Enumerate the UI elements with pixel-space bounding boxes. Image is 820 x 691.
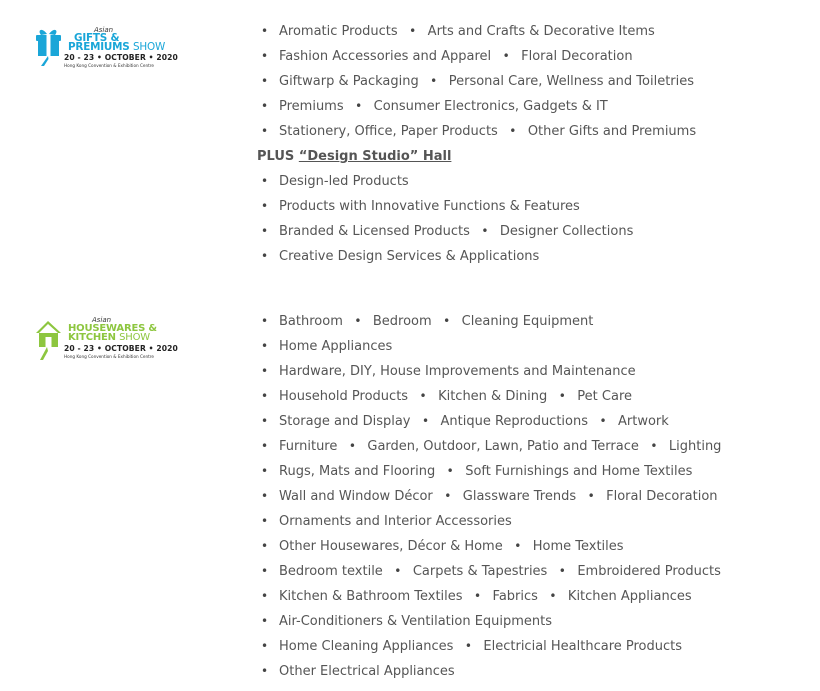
bullet-separator-icon: • [509,124,517,138]
logo-title-line2 [68,333,150,343]
category-row [257,69,797,94]
bullet-icon: • [261,614,269,628]
logo-title-bold: PREMIUMS [68,41,130,53]
category-item: Floral Decoration [521,49,633,64]
bullet-separator-icon: • [430,74,438,88]
category-item: Bathroom [279,314,343,329]
bullet-separator-icon: • [446,464,454,478]
category-item: Air-Conditioners & Ventilation Equipments [279,614,553,629]
category-item: Antique Reproductions [440,414,589,429]
category-row [257,119,797,144]
category-row [257,609,797,634]
logo-title-line1: GIFTS & [74,32,120,44]
bullet-separator-icon: • [558,389,566,403]
category-item: Carpets & Tapestries [412,564,548,579]
category-item: Household Products [279,389,409,404]
category-row [257,584,797,609]
logo-title-thin: SHOW [133,41,166,53]
category-row [257,634,797,659]
bullet-icon: • [261,489,269,503]
category-item: Artwork [618,414,669,429]
bullet-icon: • [261,124,269,138]
category-item: Pet Care [577,389,633,404]
logo-venue: Hong Kong Convention & Exhibition Centre [64,63,155,68]
category-item: Giftwarp & Packaging [279,74,419,89]
bullet-separator-icon: • [549,589,557,603]
category-item: Fashion Accessories and Apparel [279,49,492,64]
bullet-icon: • [261,414,269,428]
bullet-separator-icon: • [473,589,482,603]
category-item: Kitchen & Dining [438,389,548,404]
category-item: Bedroom [372,314,432,329]
category-item: Design-led Products [279,174,409,189]
category-row [257,19,797,44]
category-item: Kitchen Appliances [567,589,692,604]
bullet-icon: • [261,49,269,63]
category-item: Arts and Crafts & Decorative Items [427,24,655,39]
bullet-icon: • [261,74,269,88]
category-item: Wall and Window Décor [279,489,433,504]
category-row [257,334,797,359]
logo-title-thin: SHOW [119,332,150,343]
plus-label: PLUS [257,149,295,164]
gift-box-icon [34,26,64,66]
category-item: Hardware, DIY, House Improvements and Maintenance [279,364,636,379]
category-row [257,44,797,69]
logo-asian-label: Asian [92,316,112,324]
housewares-kitchen-logo [34,316,178,370]
bullet-icon: • [261,249,269,263]
category-item: Fabrics [492,589,538,604]
bullet-icon: • [261,514,269,528]
category-row [257,484,797,509]
category-item: Other Electrical Appliances [279,664,455,679]
bullet-icon: • [261,99,269,113]
category-item: Embroidered Products [577,564,721,579]
category-row [257,219,797,244]
category-item: Rugs, Mats and Flooring [279,464,436,479]
bullet-separator-icon: • [514,539,522,553]
category-item: Home Cleaning Appliances [279,639,454,654]
bullet-separator-icon: • [481,224,489,238]
category-item: Premiums [279,99,344,114]
logo-title-line1: HOUSEWARES & [68,323,157,334]
bullet-separator-icon: • [558,564,566,578]
category-row [257,459,797,484]
category-row [257,194,797,219]
bullet-icon: • [261,464,269,478]
category-item: Consumer Electronics, Gadgets & IT [373,99,608,114]
gifts-premiums-logo [34,26,178,80]
category-item: Other Housewares, Décor & Home [279,539,503,554]
category-item: Furniture [279,439,338,454]
category-row [257,559,797,584]
bullet-separator-icon: • [355,99,363,113]
category-item: Home Textiles [532,539,624,554]
category-row [257,309,797,334]
category-item: Ornaments and Interior Accessories [279,514,512,529]
housewares-category-list [257,309,797,684]
logo-venue: Hong Kong Convention & Exhibition Centre [64,354,155,359]
category-row [257,534,797,559]
bullet-icon: • [261,664,269,678]
bullet-separator-icon: • [348,439,356,453]
category-item: Personal Care, Wellness and Toiletries [448,74,695,89]
bullet-separator-icon: • [587,489,595,503]
bullet-separator-icon: • [354,314,362,328]
category-row [257,169,797,194]
category-row [257,359,797,384]
category-row [257,244,797,269]
bullet-separator-icon: • [444,489,452,503]
category-item: Products with Innovative Functions & Features [279,199,580,214]
bullet-separator-icon: • [443,314,451,328]
category-item: Glassware Trends [462,489,577,504]
category-item: Soft Furnishings and Home Textiles [465,464,693,479]
bullet-icon: • [261,339,269,353]
bullet-icon: • [261,199,269,213]
bullet-icon: • [261,389,269,403]
bullet-separator-icon: • [650,439,658,453]
category-item: Floral Decoration [606,489,718,504]
category-item: Aromatic Products [279,24,398,39]
category-row [257,509,797,534]
category-item: Kitchen & Bathroom Textiles [279,589,463,604]
category-item: Creative Design Services & Applications [279,249,540,264]
category-item: Storage and Display [279,414,411,429]
bullet-separator-icon: • [599,414,607,428]
design-studio-hall-link[interactable]: “Design Studio” Hall [298,149,452,164]
gifts-category-list [257,19,797,269]
category-item: Lighting [668,439,722,454]
design-studio-heading [257,144,797,169]
bullet-icon: • [261,539,269,553]
category-item: Bedroom textile [279,564,383,579]
bullet-separator-icon: • [419,389,427,403]
logo-asian-label: Asian [94,26,114,34]
house-icon [34,316,64,360]
bullet-icon: • [261,364,269,378]
bullet-icon: • [261,314,269,328]
category-item: Designer Collections [499,224,634,239]
category-item: Branded & Licensed Products [279,224,470,239]
category-item: Garden, Outdoor, Lawn, Patio and Terrace [367,439,639,454]
category-row [257,94,797,119]
bullet-separator-icon: • [409,24,417,38]
bullet-icon: • [261,564,269,578]
category-item: Stationery, Office, Paper Products [279,124,498,139]
category-row [257,409,797,434]
bullet-icon: • [261,24,269,38]
bullet-separator-icon: • [464,639,472,653]
category-item: Home Appliances [279,339,393,354]
bullet-icon: • [261,224,269,238]
bullet-icon: • [261,589,269,603]
bullet-icon: • [261,174,269,188]
bullet-separator-icon: • [421,414,430,428]
category-item: Other Gifts and Premiums [527,124,697,139]
bullet-separator-icon: • [394,564,402,578]
logo-dates: 20 - 23 • OCTOBER • 2020 [64,344,178,353]
bullet-icon: • [261,639,269,653]
logo-title-bold: KITCHEN [68,332,116,343]
category-row [257,434,797,459]
category-row [257,384,797,409]
logo-title-line2 [68,42,165,52]
category-row [257,659,797,684]
bullet-separator-icon: • [502,49,510,63]
logo-dates: 20 - 23 • OCTOBER • 2020 [64,53,178,62]
category-item: Cleaning Equipment [461,314,594,329]
bullet-icon: • [261,439,269,453]
category-item: Electricial Healthcare Products [483,639,683,654]
